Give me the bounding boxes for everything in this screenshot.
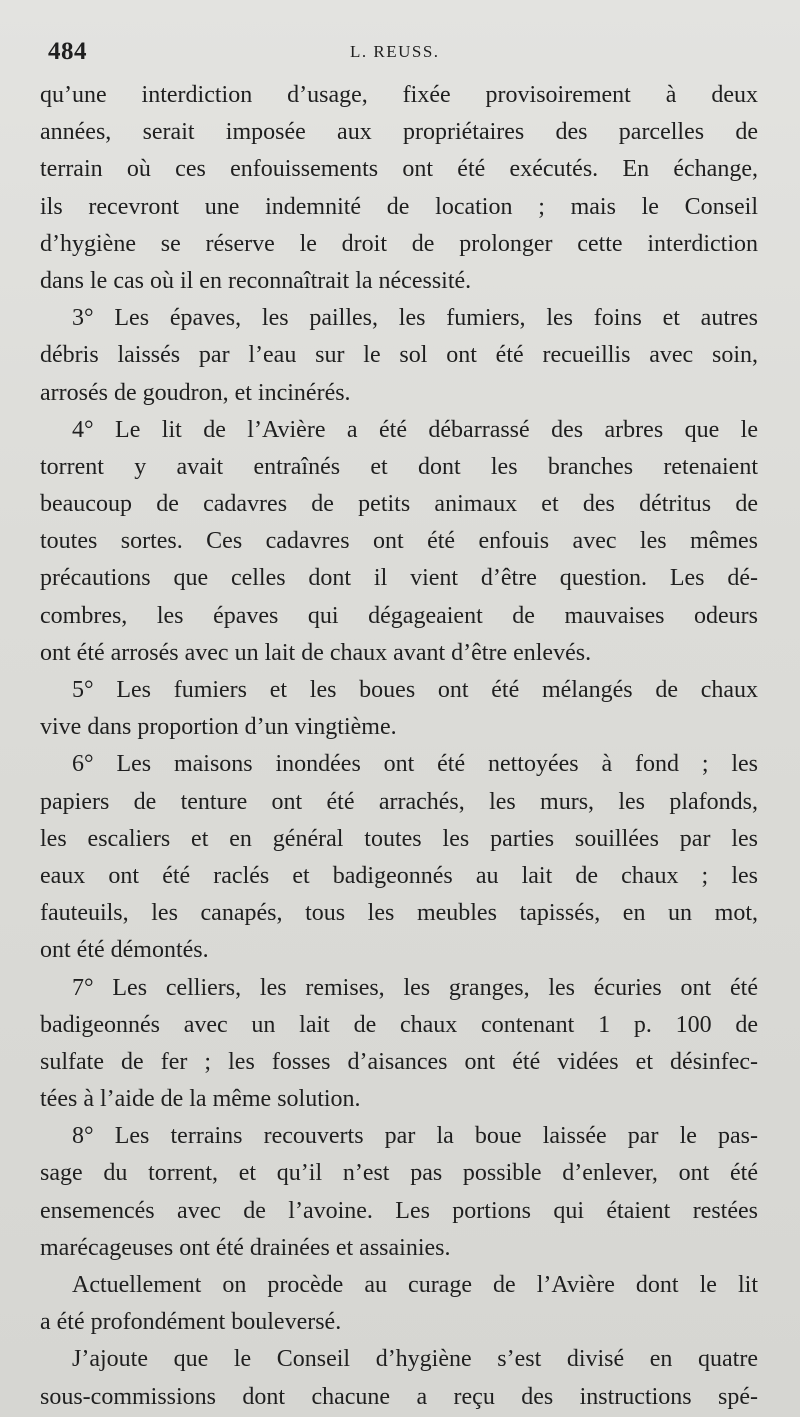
text-line: ont été arrosés avec un lait de chaux avant d’être enlevés. [40, 639, 592, 666]
text-line: toutes sortes. Ces cadavres ont été enfouis avec les mêmes [40, 528, 758, 555]
text-line: torrent y avait entraînés et dont les branches retenaient [40, 453, 758, 480]
text-line: 8° Les terrains recouverts par la boue laissée par le pas- [72, 1123, 758, 1150]
text-line: sulfate de fer ; les fosses d’aisances ont été vidées et désinfec- [40, 1048, 758, 1075]
text-line: a été profondément bouleversé. [40, 1309, 342, 1336]
text-line: d’hygiène se réserve le droit de prolonger cette interdiction [40, 230, 758, 257]
text-line: papiers de tenture ont été arrachés, les murs, les plafonds, [40, 788, 758, 815]
running-head: L. REUSS. [350, 42, 440, 61]
text-line: débris laissés par l’eau sur le sol ont été recueillis avec soin, [40, 342, 758, 369]
text-line: 6° Les maisons inondées ont été nettoyées à fond ; les [72, 751, 758, 778]
page-header [38, 30, 778, 66]
text-line: beaucoup de cadavres de petits animaux et des détritus de [40, 491, 758, 518]
text-line: fauteuils, les canapés, tous les meubles tapissés, en un mot, [40, 900, 758, 927]
text-line: tées à l’aide de la même solution. [40, 1086, 361, 1113]
text-line: ensemencés avec de l’avoine. Les portions qui étaient restées [40, 1197, 758, 1224]
text-line: ils recevront une indemnité de location ; mais le Conseil [40, 193, 758, 220]
text-line: eaux ont été raclés et badigeonnés au lait de chaux ; les [40, 862, 758, 889]
text-line: 7° Les celliers, les remises, les granges, les écuries ont été [72, 974, 758, 1001]
body-text [40, 77, 758, 1416]
text-line: Actuellement on procède au curage de l’Avière dont le lit [72, 1272, 758, 1298]
text-line: dans le cas où il en reconnaîtrait la nécessité. [40, 267, 472, 294]
text-line: badigeonnés avec un lait de chaux contenant 1 p. 100 de [40, 1011, 758, 1038]
text-line: vive dans proportion d’un vingtième. [40, 714, 397, 741]
text-line: terrain où ces enfouissements ont été exécutés. En échange, [40, 156, 758, 183]
text-line: 4° Le lit de l’Avière a été débarrassé des arbres que le [72, 416, 758, 443]
text-line: 3° Les épaves, les pailles, les fumiers, les foins et autres [72, 305, 758, 332]
text-line: 5° Les fumiers et les boues ont été mélangés de chaux [72, 677, 758, 703]
text-line: ont été démontés. [40, 937, 209, 964]
text-line: les escaliers et en général toutes les parties souillées par les [40, 825, 758, 852]
text-line: J’ajoute que le Conseil d’hygiène s’est divisé en quatre [72, 1346, 758, 1373]
text-line: qu’une interdiction d’usage, fixée provisoirement à deux [40, 82, 758, 108]
text-line: combres, les épaves qui dégageaient de mauvaises odeurs [40, 602, 758, 629]
text-line: arrosés de goudron, et incinérés. [40, 379, 351, 406]
text-line: précautions que celles dont il vient d’être question. Les dé- [40, 565, 758, 592]
page-number: 484 [48, 38, 87, 65]
text-line: années, serait imposée aux propriétaires des parcelles de [40, 119, 758, 146]
text-line: sage du torrent, et qu’il n’est pas possible d’enlever, ont été [40, 1160, 758, 1187]
text-line: sous-commissions dont chacune a reçu des instructions spé- [40, 1383, 758, 1410]
text-line: marécageuses ont été drainées et assainies. [40, 1234, 451, 1261]
